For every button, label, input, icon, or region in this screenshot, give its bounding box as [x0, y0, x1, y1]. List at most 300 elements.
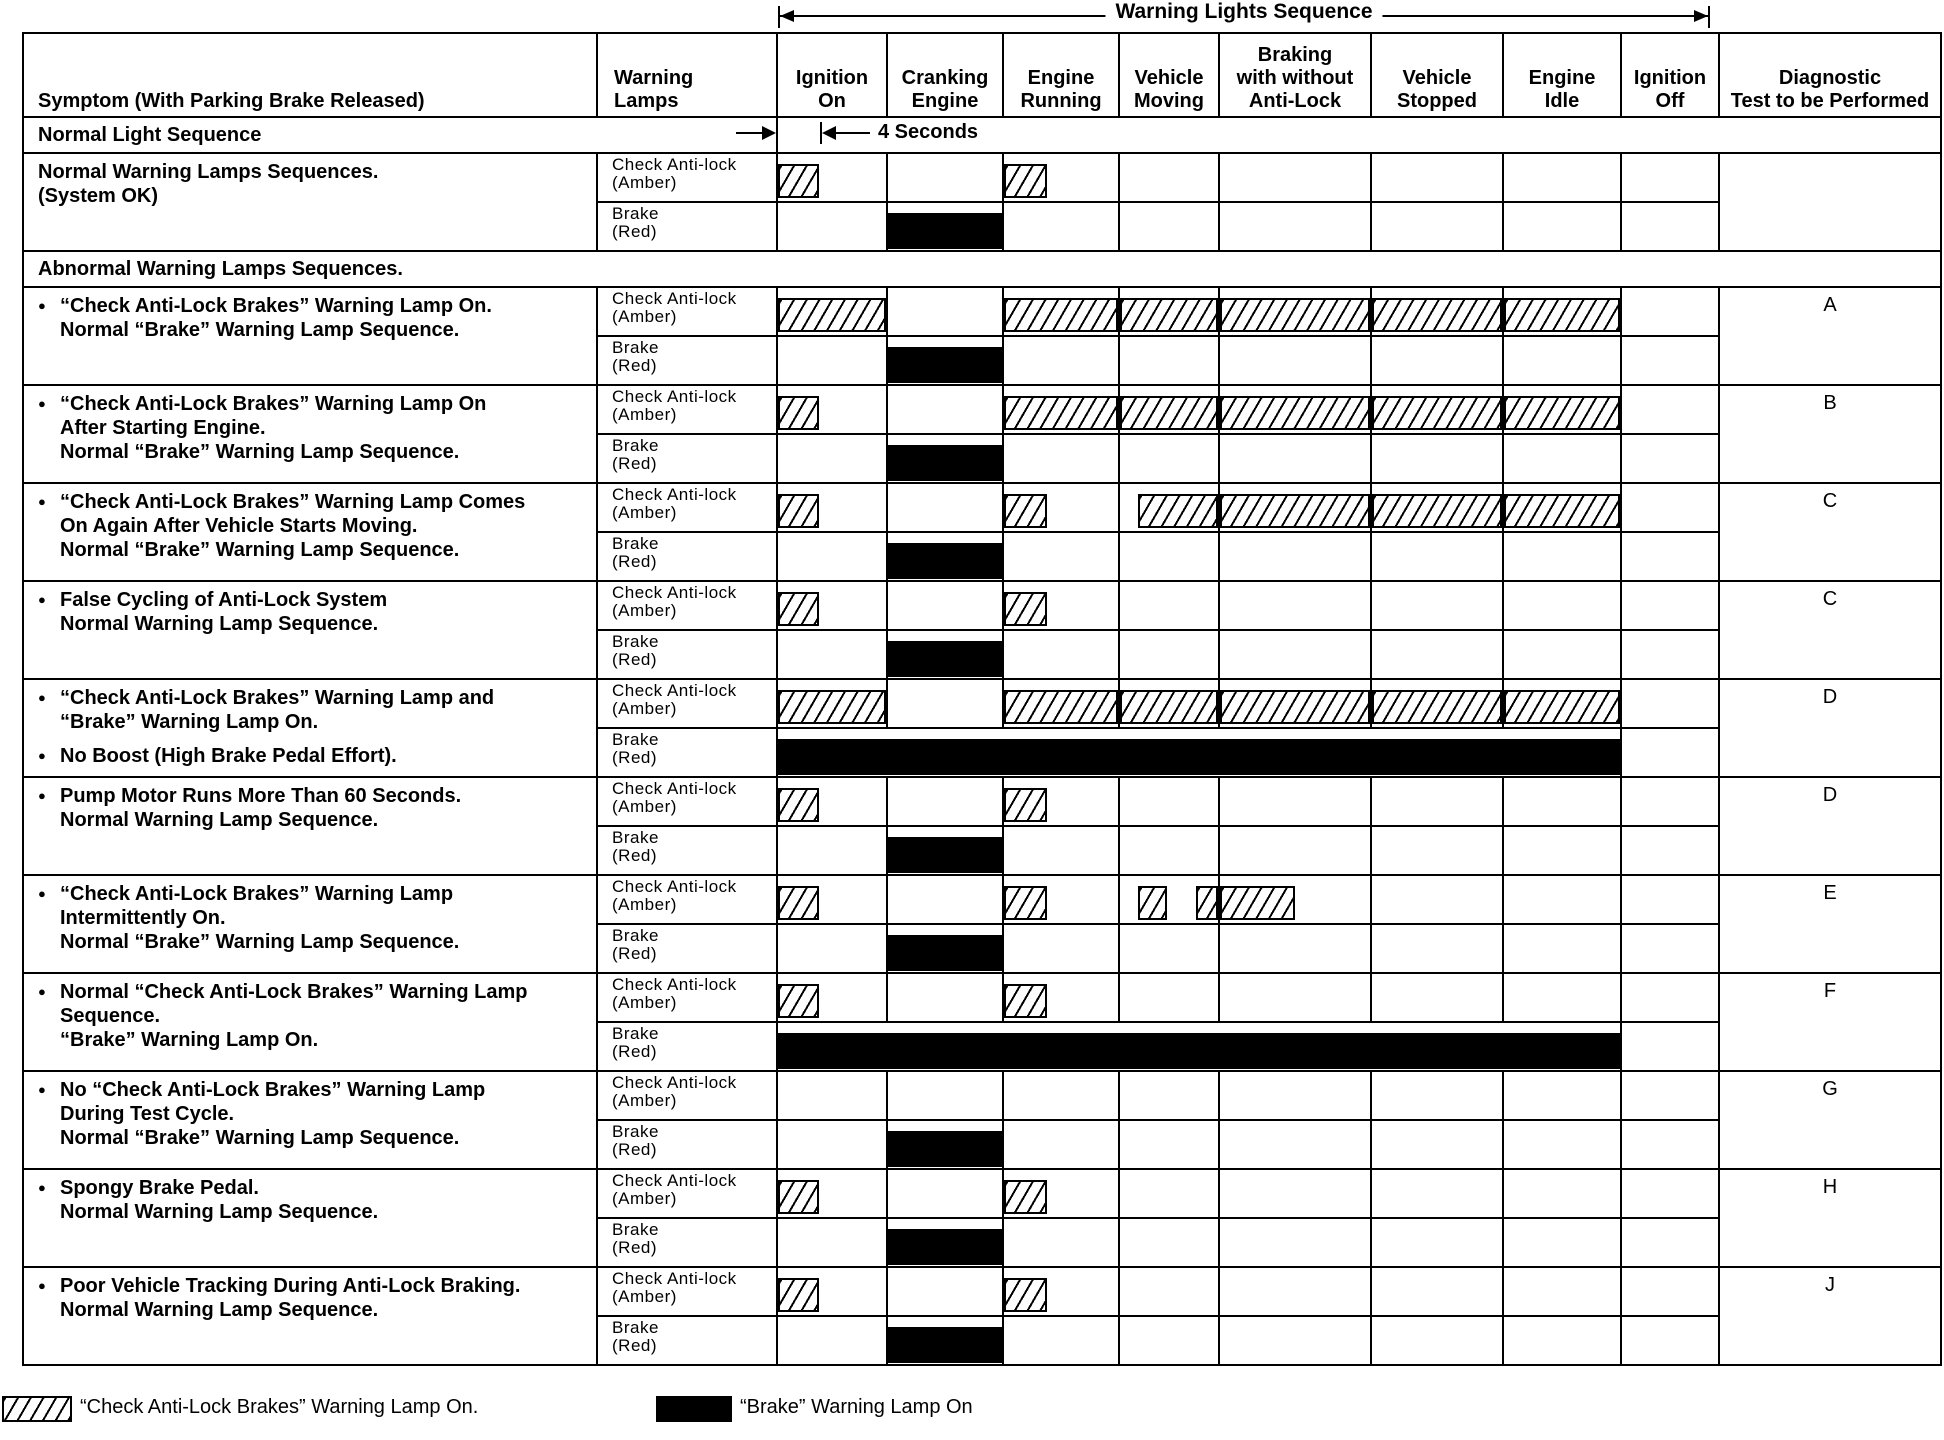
lamp-timeline-cell [1004, 1170, 1118, 1217]
red-timeline-cell [1621, 1218, 1719, 1267]
left-arrow-icon [780, 10, 794, 22]
lamp-name: Check Anti-lock [612, 681, 737, 700]
amber-timeline-cell [887, 875, 1003, 924]
lamp-color: (Red) [612, 944, 658, 963]
symptom-line [38, 490, 586, 514]
symptom-text: Poor Vehicle Tracking During Anti-Lock Braking. [60, 1275, 521, 1297]
amber-timeline-cell [1003, 1071, 1119, 1120]
lamp-timeline-cell [888, 435, 1002, 482]
amber-timeline-cell [1219, 1071, 1371, 1120]
red-timeline-cell [1003, 434, 1119, 483]
warning-lamp-diagnosis-table [22, 32, 1942, 1366]
amber-timeline-cell [1621, 973, 1719, 1022]
amber-lamp-on-bar [1004, 1180, 1047, 1214]
amber-timeline-cell [1003, 777, 1119, 826]
lamp-timeline-cell [888, 533, 1002, 580]
red-timeline-cell [1371, 532, 1503, 581]
amber-lamp-label [597, 385, 777, 434]
symptom-text: False Cycling of Anti-Lock System [60, 589, 388, 611]
lamp-name: Brake [612, 1122, 659, 1141]
four-seconds-label: 4 Seconds [878, 121, 979, 143]
amber-lamp-on-bar [778, 1180, 819, 1214]
red-timeline-cell [777, 434, 887, 483]
amber-timeline-cell [1003, 287, 1119, 336]
amber-timeline-cell [1621, 483, 1719, 532]
lamp-color: (Amber) [612, 1189, 677, 1208]
bullet-icon [38, 687, 60, 709]
arrow-right-icon [736, 132, 774, 134]
red-timeline-cell [1219, 202, 1371, 251]
diagnostic-test-cell: C [1719, 483, 1941, 581]
symptom-line [38, 1298, 586, 1322]
amber-timeline-cell [1503, 777, 1621, 826]
amber-timeline-cell [1503, 287, 1621, 336]
red-timeline-cell [1371, 1120, 1503, 1169]
amber-timeline-cell [777, 973, 887, 1022]
amber-timeline-cell [777, 1071, 887, 1120]
red-lamp-label [597, 202, 777, 251]
red-timeline-cell [1503, 434, 1621, 483]
symptom-line [38, 808, 586, 832]
amber-timeline-cell [1371, 385, 1503, 434]
amber-timeline-cell [1503, 1169, 1621, 1218]
lamp-timeline-cell [1220, 484, 1370, 531]
amber-lamp-on-bar [1004, 788, 1047, 822]
engine-idle-column-header: Engine Idle [1503, 33, 1621, 117]
amber-timeline-cell [1371, 973, 1503, 1022]
amber-timeline-cell [777, 483, 887, 532]
symptom-text: Normal “Brake” Warning Lamp Sequence. [60, 931, 460, 953]
amber-timeline-cell [1119, 1071, 1219, 1120]
symptom-line [38, 686, 586, 710]
red-timeline-cell [777, 336, 887, 385]
brake-lamp-on-bar [888, 445, 1002, 481]
lamp-timeline-cell [1004, 154, 1118, 201]
bullet-icon [38, 393, 60, 415]
symptom-text: After Starting Engine. [60, 417, 266, 439]
lamp-timeline-cell [778, 1268, 886, 1315]
symptom-line [38, 1176, 586, 1200]
symptom-row [23, 483, 1941, 532]
symptom-row [23, 1267, 1941, 1316]
amber-lamp-on-bar [1138, 886, 1167, 920]
amber-lamp-on-bar [778, 690, 886, 724]
red-timeline-cell [1119, 532, 1219, 581]
amber-timeline-cell [1371, 581, 1503, 630]
amber-timeline-cell [1219, 1267, 1371, 1316]
lamp-timeline-cell [1504, 386, 1620, 433]
amber-timeline-cell [887, 1071, 1003, 1120]
red-timeline-cell [777, 826, 887, 875]
symptom-text: Pump Motor Runs More Than 60 Seconds. [60, 785, 462, 807]
amber-lamp-label [597, 287, 777, 336]
amber-lamp-on-bar [778, 298, 886, 332]
lamp-timeline-cell [1120, 876, 1218, 923]
lamp-timeline-cell [1504, 680, 1620, 727]
lamp-timeline-cell [778, 876, 886, 923]
symptom-text: “Check Anti-Lock Brakes” Warning Lamp On [60, 393, 487, 415]
lamp-timeline-cell [1372, 680, 1502, 727]
legend-hatched-swatch [2, 1396, 72, 1422]
symptom-text: “Check Anti-Lock Brakes” Warning Lamp Comes [60, 491, 526, 513]
amber-lamp-on-bar [1220, 494, 1370, 528]
symptom-line [38, 416, 586, 440]
amber-timeline-cell [777, 679, 887, 728]
bullet-icon [38, 883, 60, 905]
lamp-timeline-cell [1504, 484, 1620, 531]
red-timeline-cell [887, 434, 1003, 483]
amber-timeline-cell [1503, 1267, 1621, 1316]
lamp-name: Check Anti-lock [612, 387, 737, 406]
red-timeline-cell [1371, 630, 1503, 679]
symptom-line [38, 1274, 586, 1298]
amber-lamp-on-bar [1504, 298, 1620, 332]
amber-lamp-on-bar [1504, 396, 1620, 430]
diagnostic-test-cell: D [1719, 777, 1941, 875]
red-timeline-cell [1119, 630, 1219, 679]
symptom-text: Normal Warning Lamp Sequence. [60, 1201, 379, 1223]
legend-solid-swatch [656, 1396, 732, 1422]
amber-timeline-cell [1119, 875, 1219, 924]
lamp-timeline-cell [888, 1121, 1002, 1168]
symptom-cell [23, 1169, 597, 1267]
lamp-color: (Red) [612, 552, 658, 571]
red-lamp-label [597, 1218, 777, 1267]
vehicle-moving-column-header: Vehicle Moving [1119, 33, 1219, 117]
red-timeline-cell [1003, 1218, 1119, 1267]
symptom-row [23, 1169, 1941, 1218]
red-lamp-label [597, 1316, 777, 1365]
amber-timeline-cell [777, 581, 887, 630]
lamp-color: (Red) [612, 1238, 658, 1257]
symptom-text: “Check Anti-Lock Brakes” Warning Lamp [60, 883, 454, 905]
diagnostic-test-column-header: Diagnostic Test to be Performed [1719, 33, 1941, 117]
bullet-icon [38, 589, 60, 611]
symptom-cell [23, 679, 597, 777]
red-timeline-cell [887, 532, 1003, 581]
lamp-timeline-cell [778, 154, 886, 201]
amber-timeline-cell [1119, 973, 1219, 1022]
bullet-icon [38, 1275, 60, 1297]
bullet-icon [38, 295, 60, 317]
diagnostic-test-cell: C [1719, 581, 1941, 679]
red-timeline-cell [1003, 630, 1119, 679]
symptom-line [38, 440, 586, 464]
red-timeline-cell [1621, 826, 1719, 875]
amber-timeline-cell [887, 287, 1003, 336]
red-timeline-cell [777, 1022, 1621, 1071]
warning-lamps-column-header: Warning Lamps [597, 33, 777, 117]
amber-lamp-label [597, 777, 777, 826]
sequence-end-tick [1708, 6, 1710, 28]
symptom-text: Normal Warning Lamp Sequence. [60, 809, 379, 831]
red-timeline-cell [1371, 924, 1503, 973]
amber-lamp-label [597, 153, 777, 202]
red-timeline-cell [887, 1120, 1003, 1169]
red-lamp-label [597, 434, 777, 483]
symptom-line [38, 588, 586, 612]
lamp-timeline-cell [1220, 386, 1370, 433]
lamp-name: Check Anti-lock [612, 1171, 737, 1190]
symptom-row [23, 153, 1941, 202]
symptom-line [38, 160, 586, 184]
red-timeline-cell [1371, 336, 1503, 385]
red-timeline-cell [1003, 1316, 1119, 1365]
lamp-timeline-cell [778, 386, 886, 433]
arrow-left-icon [822, 126, 836, 140]
amber-timeline-cell [1119, 287, 1219, 336]
symptom-line [38, 184, 586, 208]
lamp-name: Check Anti-lock [612, 485, 737, 504]
four-seconds-indicator [777, 117, 1941, 153]
red-timeline-cell [777, 1316, 887, 1365]
amber-timeline-cell [1621, 581, 1719, 630]
symptom-text: No “Check Anti-Lock Brakes” Warning Lamp [60, 1079, 486, 1101]
amber-timeline-cell [777, 287, 887, 336]
amber-timeline-cell [887, 1169, 1003, 1218]
amber-timeline-cell [1119, 1267, 1219, 1316]
sequence-title: Warning Lights Sequence [1105, 0, 1382, 24]
symptom-cell [23, 875, 597, 973]
red-timeline-cell [1003, 336, 1119, 385]
lamp-color: (Red) [612, 454, 658, 473]
red-timeline-cell [1219, 1218, 1371, 1267]
amber-timeline-cell [1621, 1169, 1719, 1218]
lamp-timeline-cell [1220, 680, 1370, 727]
symptom-text: Sequence. [60, 1005, 161, 1027]
red-timeline-cell [777, 728, 1621, 777]
diagnostic-test-cell: B [1719, 385, 1941, 483]
amber-lamp-on-bar [778, 592, 819, 626]
amber-lamp-on-bar [778, 1278, 819, 1312]
lamp-timeline-cell [778, 1023, 1620, 1070]
amber-timeline-cell [1003, 679, 1119, 728]
symptom-row [23, 875, 1941, 924]
lamp-name: Check Anti-lock [612, 877, 737, 896]
lamp-name: Brake [612, 436, 659, 455]
amber-timeline-cell [887, 153, 1003, 202]
red-timeline-cell [1219, 1316, 1371, 1365]
amber-timeline-cell [1621, 875, 1719, 924]
amber-lamp-on-bar [1372, 494, 1502, 528]
diagnostic-test-cell: F [1719, 973, 1941, 1071]
lamp-timeline-cell [1120, 680, 1218, 727]
amber-timeline-cell [1503, 153, 1621, 202]
brake-lamp-on-bar [888, 1327, 1002, 1363]
amber-timeline-cell [1371, 1071, 1503, 1120]
symptom-line [38, 318, 586, 342]
lamp-name: Check Anti-lock [612, 1073, 737, 1092]
amber-lamp-label [597, 679, 777, 728]
red-timeline-cell [1503, 630, 1621, 679]
lamp-timeline-cell [1120, 288, 1218, 335]
symptom-line [38, 1078, 586, 1102]
amber-timeline-cell [777, 875, 887, 924]
symptom-text: Intermittently On. [60, 907, 226, 929]
lamp-color: (Amber) [612, 503, 677, 522]
red-timeline-cell [1119, 1316, 1219, 1365]
amber-lamp-on-bar [778, 886, 819, 920]
symptom-line [38, 612, 586, 636]
red-timeline-cell [1119, 434, 1219, 483]
symptom-row [23, 287, 1941, 336]
vehicle-stopped-column-header: Vehicle Stopped [1371, 33, 1503, 117]
symptom-line [38, 906, 586, 930]
diagnostic-test-cell [1719, 153, 1941, 251]
lamp-timeline-cell [1372, 484, 1502, 531]
symptom-text: Normal “Check Anti-Lock Brakes” Warning Lamp [60, 981, 528, 1003]
cranking-engine-column-header: Cranking Engine [887, 33, 1003, 117]
bullet-icon [38, 785, 60, 807]
red-lamp-label [597, 336, 777, 385]
amber-timeline-cell [887, 581, 1003, 630]
red-timeline-cell [1371, 1218, 1503, 1267]
lamp-color: (Amber) [612, 895, 677, 914]
bullet-icon [38, 745, 60, 767]
red-timeline-cell [1371, 434, 1503, 483]
symptom-line [38, 1004, 586, 1028]
brake-lamp-on-bar [778, 739, 1620, 775]
brake-lamp-on-bar [888, 1131, 1002, 1167]
amber-lamp-on-bar [1220, 690, 1370, 724]
amber-lamp-label [597, 875, 777, 924]
normal-section-row [23, 117, 1941, 153]
amber-lamp-on-bar [1004, 690, 1118, 724]
abnormal-section-label: Abnormal Warning Lamps Sequences. [23, 251, 1941, 287]
lamp-color: (Amber) [612, 699, 677, 718]
lamp-timeline-cell [778, 680, 886, 727]
amber-timeline-cell [1219, 875, 1371, 924]
lamp-timeline-cell [1372, 288, 1502, 335]
amber-lamp-label [597, 1071, 777, 1120]
lamp-color: (Red) [612, 222, 658, 241]
red-lamp-label [597, 1022, 777, 1071]
red-timeline-cell [1503, 1316, 1621, 1365]
red-lamp-label [597, 630, 777, 679]
amber-timeline-cell [1219, 777, 1371, 826]
amber-timeline-cell [887, 483, 1003, 532]
symptom-cell [23, 385, 597, 483]
red-timeline-cell [1371, 826, 1503, 875]
red-timeline-cell [1219, 1120, 1371, 1169]
symptom-row [23, 777, 1941, 826]
brake-lamp-on-bar [888, 641, 1002, 677]
amber-timeline-cell [1219, 385, 1371, 434]
amber-timeline-cell [1219, 679, 1371, 728]
lamp-timeline-cell [888, 337, 1002, 384]
amber-timeline-cell [1621, 1267, 1719, 1316]
symptom-cell [23, 483, 597, 581]
amber-lamp-on-bar [778, 396, 819, 430]
symptom-line [38, 1102, 586, 1126]
red-timeline-cell [1119, 826, 1219, 875]
lamp-timeline-cell [1220, 288, 1370, 335]
amber-timeline-cell [777, 1169, 887, 1218]
amber-timeline-cell [777, 385, 887, 434]
symptom-text: Normal “Brake” Warning Lamp Sequence. [60, 1127, 460, 1149]
amber-lamp-on-bar [1004, 592, 1047, 626]
red-timeline-cell [777, 532, 887, 581]
right-arrow-icon [1694, 10, 1708, 22]
lamp-name: Check Anti-lock [612, 1269, 737, 1288]
red-timeline-cell [887, 1218, 1003, 1267]
symptom-line [38, 1126, 586, 1150]
amber-timeline-cell [1219, 973, 1371, 1022]
diagnostic-test-cell: J [1719, 1267, 1941, 1365]
lamp-timeline-cell [888, 203, 1002, 250]
amber-timeline-cell [1003, 483, 1119, 532]
lamp-name: Check Anti-lock [612, 583, 737, 602]
symptom-line [38, 1028, 586, 1052]
red-timeline-cell [1119, 924, 1219, 973]
red-lamp-label [597, 728, 777, 777]
symptom-cell [23, 1267, 597, 1365]
amber-timeline-cell [1503, 973, 1621, 1022]
red-timeline-cell [1219, 532, 1371, 581]
amber-timeline-cell [1119, 385, 1219, 434]
red-timeline-cell [777, 1120, 887, 1169]
amber-lamp-on-bar [1004, 298, 1118, 332]
amber-lamp-on-bar [1138, 494, 1218, 528]
red-timeline-cell [777, 924, 887, 973]
amber-timeline-cell [1371, 1169, 1503, 1218]
lamp-timeline-cell [1504, 288, 1620, 335]
symptom-cell [23, 973, 597, 1071]
red-timeline-cell [887, 630, 1003, 679]
lamp-timeline-cell [778, 484, 886, 531]
lamp-timeline-cell [778, 1170, 886, 1217]
legend-solid-label: “Brake” Warning Lamp On [740, 1396, 973, 1418]
four-seconds-line [836, 132, 870, 134]
lamp-timeline-cell [888, 1317, 1002, 1364]
red-timeline-cell [1219, 630, 1371, 679]
diagnostic-test-cell: G [1719, 1071, 1941, 1169]
red-timeline-cell [1621, 532, 1719, 581]
lamp-timeline-cell [1004, 680, 1118, 727]
lamp-timeline-cell [888, 827, 1002, 874]
red-timeline-cell [1503, 924, 1621, 973]
symptom-cell [23, 287, 597, 385]
lamp-name: Brake [612, 534, 659, 553]
symptom-line [38, 392, 586, 416]
amber-timeline-cell [1371, 287, 1503, 336]
lamp-color: (Red) [612, 1140, 658, 1159]
symptom-row [23, 385, 1941, 434]
abnormal-section-row [23, 251, 1941, 287]
red-timeline-cell [1621, 924, 1719, 973]
lamp-color: (Amber) [612, 405, 677, 424]
amber-lamp-on-bar [1120, 396, 1218, 430]
amber-timeline-cell [1119, 1169, 1219, 1218]
red-timeline-cell [1219, 336, 1371, 385]
red-timeline-cell [1503, 826, 1621, 875]
lamp-color: (Red) [612, 748, 658, 767]
amber-timeline-cell [1371, 483, 1503, 532]
symptom-text: No Boost (High Brake Pedal Effort). [60, 745, 397, 767]
amber-timeline-cell [1003, 153, 1119, 202]
amber-timeline-cell [1371, 1267, 1503, 1316]
lamp-name: Brake [612, 204, 659, 223]
amber-timeline-cell [1219, 153, 1371, 202]
red-timeline-cell [1503, 202, 1621, 251]
lamp-name: Brake [612, 828, 659, 847]
amber-timeline-cell [1119, 581, 1219, 630]
red-lamp-label [597, 924, 777, 973]
braking-column-header: Braking with without Anti-Lock [1219, 33, 1371, 117]
bullet-icon [38, 491, 60, 513]
symptom-text: “Check Anti-Lock Brakes” Warning Lamp On. [60, 295, 492, 317]
lamp-timeline-cell [888, 925, 1002, 972]
